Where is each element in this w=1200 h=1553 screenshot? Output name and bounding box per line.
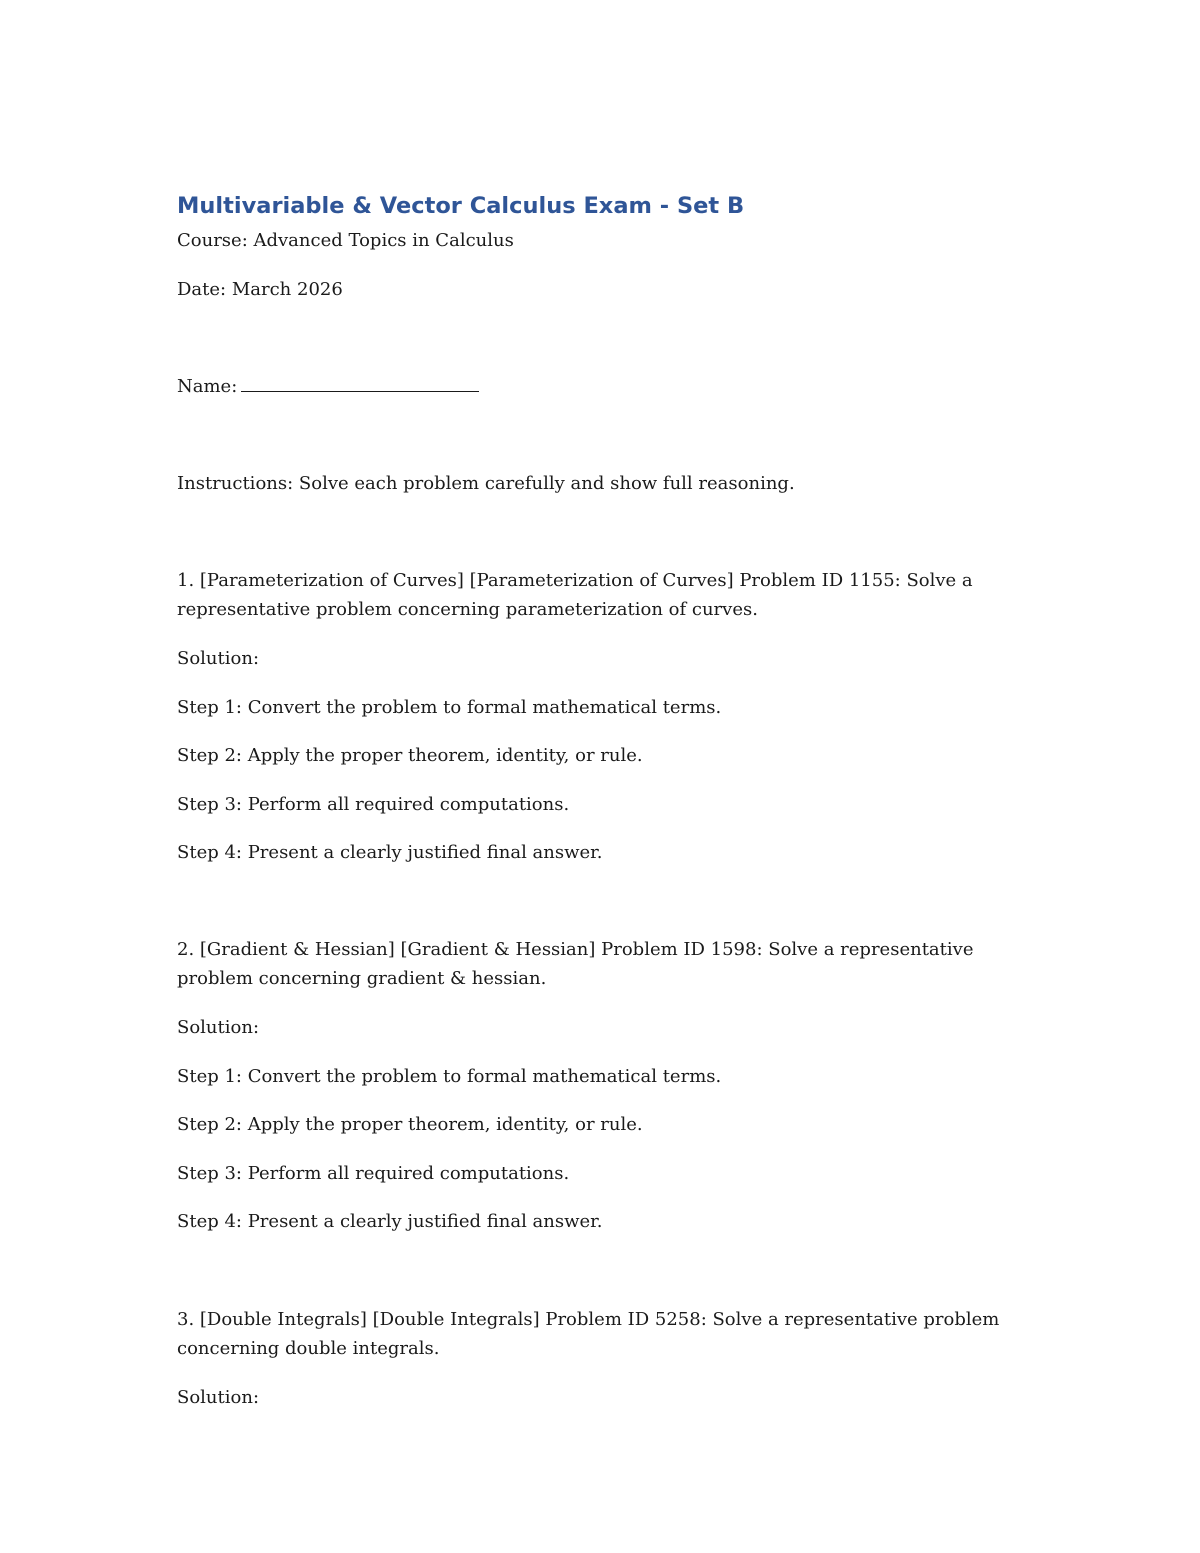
problem-1-step-1: Step 1: Convert the problem to formal mathematical terms. [177, 697, 722, 718]
instructions: Instructions: Solve each problem carefully and show full reasoning. [177, 473, 795, 494]
exam-title: Multivariable & Vector Calculus Exam - Set B [177, 193, 745, 219]
problem-1-solution-label: Solution: [177, 648, 260, 669]
problem-3-solution-label: Solution: [177, 1387, 260, 1408]
problem-2-step-2: Step 2: Apply the proper theorem, identity, or rule. [177, 1114, 643, 1135]
problem-1-step-2: Step 2: Apply the proper theorem, identity, or rule. [177, 745, 643, 766]
course-line: Course: Advanced Topics in Calculus [177, 230, 514, 251]
name-blank-line [241, 371, 479, 392]
problem-1-text: 1. [Parameterization of Curves] [Parameterization of Curves] Problem ID 1155: Solve a representative problem concerning parameterization of curves. [177, 570, 973, 620]
problem-1-step-4: Step 4: Present a clearly justified final answer. [177, 842, 603, 863]
problem-1-step-3: Step 3: Perform all required computations. [177, 794, 570, 815]
problem-2-step-4: Step 4: Present a clearly justified final answer. [177, 1211, 603, 1232]
date-line: Date: March 2026 [177, 279, 343, 300]
problem-2-solution-label: Solution: [177, 1017, 260, 1038]
problem-2-step-1: Step 1: Convert the problem to formal mathematical terms. [177, 1066, 722, 1087]
problem-2-step-3: Step 3: Perform all required computations. [177, 1163, 570, 1184]
problem-2-text: 2. [Gradient & Hessian] [Gradient & Hessian] Problem ID 1598: Solve a representative problem concerning gradient & hessian. [177, 939, 974, 989]
name-field [177, 371, 1007, 401]
name-label: Name: [177, 376, 238, 397]
problem-3-text: 3. [Double Integrals] [Double Integrals] Problem ID 5258: Solve a representative problem concerning double integrals. [177, 1309, 1000, 1359]
